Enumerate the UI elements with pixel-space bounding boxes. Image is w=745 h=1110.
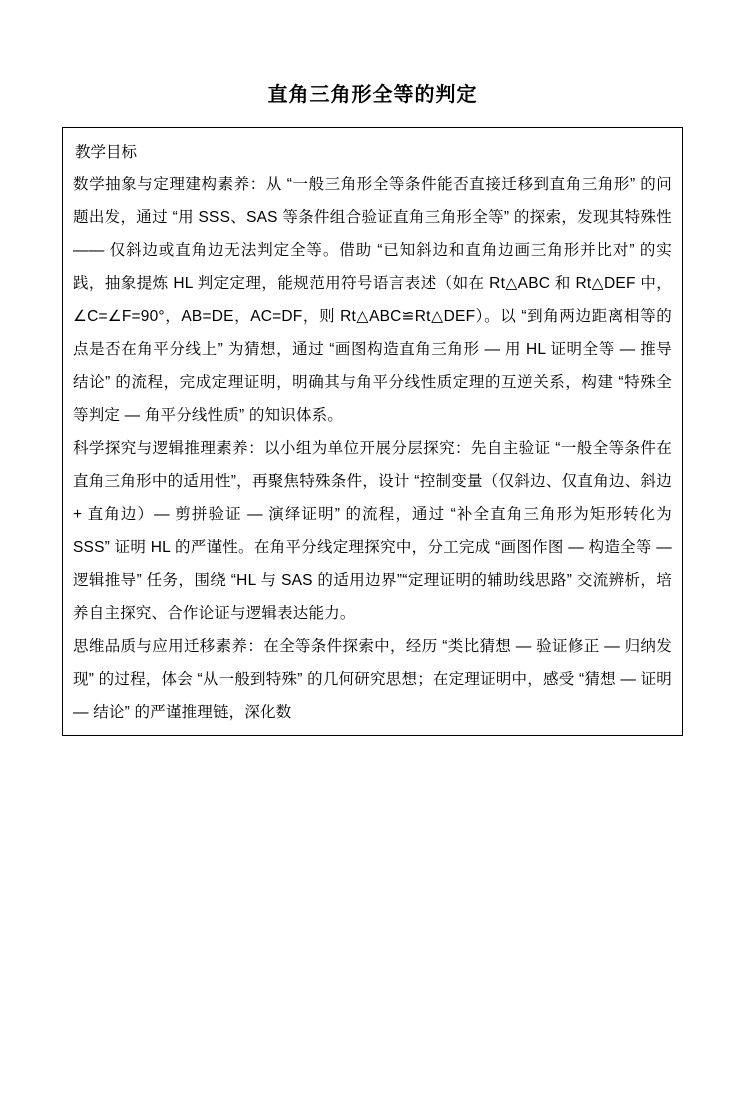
paragraph-3: 思维品质与应用迁移素养：在全等条件探索中，经历 “类比猜想 — 验证修正 — 归纳发现” 的过程，体会 “从一般到特殊” 的几何研究思想；在定理证明中，感受 “猜想 — 证明 — 结论” 的严谨推理链，深化数 <box>73 638 672 721</box>
section-heading: 教学目标 <box>75 144 138 161</box>
paragraph-2: 科学探究与逻辑推理素养：以小组为单位开展分层探究：先自主验证 “一般全等条件在直角三角形中的适用性”，再聚焦特殊条件，设计 “控制变量（仅斜边、仅直角边、斜边 + 直角边）— 剪拼验证 — 演绎证明” 的流程，通过 “补全直角三角形为矩形转化为 SSS” 证明 HL 的严谨性。在角平分线定理探究中，分工完成 “画图作图 — 构造全等 — 逻辑推导” 任务，围绕 “HL 与 SAS 的适用边界”“定理证明的辅助线思路” 交流辨析，培养自主探究、合作论证与逻辑表达能力。 <box>73 440 672 622</box>
page-title: 直角三角形全等的判定 <box>267 84 478 106</box>
content-table <box>62 127 683 736</box>
paragraph-1: 数学抽象与定理建构素养：从 “一般三角形全等条件能否直接迁移到直角三角形” 的问题出发，通过 “用 SSS、SAS 等条件组合验证直角三角形全等” 的探索，发现其特殊性 —— 仅斜边或直角边无法判定全等。借助 “已知斜边和直角边画三角形并比对” 的实践，抽象提炼 HL 判定定理，能规范用符号语言表述（如在 Rt△ABC 和 Rt△DEF 中，∠C=∠F=90°，AB=DE，AC=DF，则 Rt△ABC≌Rt△DEF）。以 “到角两边距离相等的点是否在角平分线上” 为猜想，通过 “画图构造直角三角形 — 用 HL 证明全等 — 推导结论” 的流程，完成定理证明，明确其与角平分线性质定理的互逆关系，构建 “特殊全等判定 — 角平分线性质” 的知识体系。 <box>73 176 672 424</box>
document-page <box>0 78 745 1110</box>
